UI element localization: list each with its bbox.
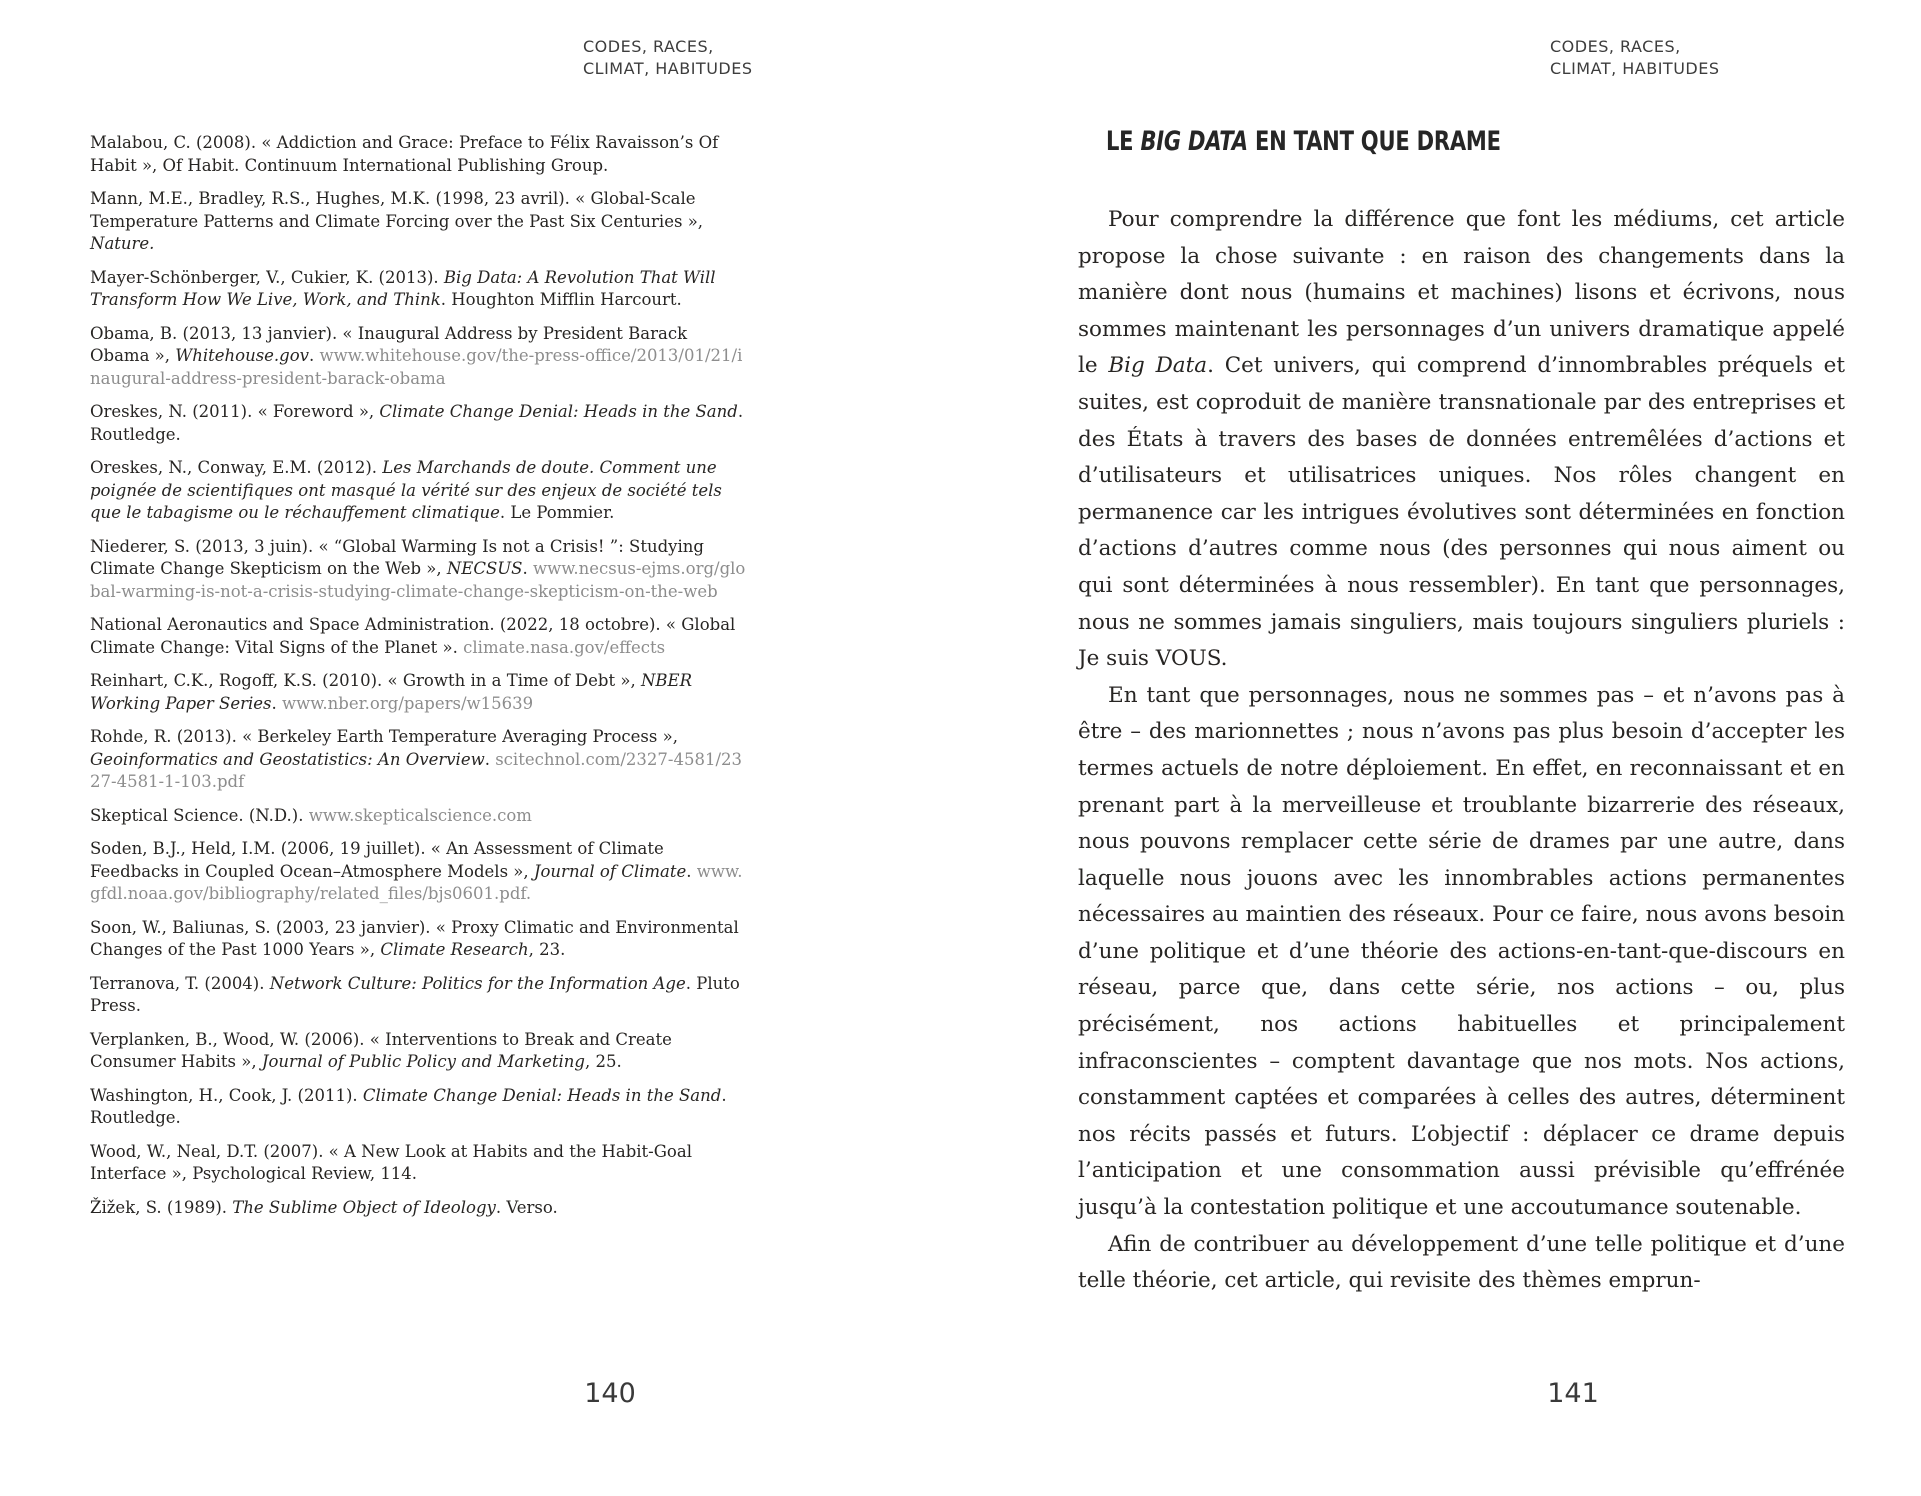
reference-entry	[90, 132, 750, 177]
article-body	[1078, 202, 1845, 1300]
reference-entry	[90, 1085, 750, 1130]
url-text: www.gfdl.noaa.gov/bibliography/related_files/bjs0601.pdf.	[90, 861, 743, 903]
url-text: www.skepticalscience.com	[308, 805, 532, 825]
page-number-left: 140	[584, 1378, 636, 1409]
text-segment: Afin de contribuer au développement d’une telle politique et d’une telle théorie, cet article, qui revisite des thèmes emprun-	[1078, 1231, 1845, 1294]
text-segment: . Pluto Press.	[90, 973, 740, 1015]
text-segment: EN TANT QUE DRAME	[1247, 126, 1501, 157]
reference-entry	[90, 323, 750, 391]
reference-entry	[90, 805, 750, 828]
text-segment: LE	[1106, 126, 1141, 157]
reference-entry	[90, 188, 750, 256]
text-segment: En tant que personnages, nous ne sommes pas – et n’avons pas à être – des marionnettes ; nous n’avons pas plus besoin d’accepter les termes actuels de notre déploiement. En effet, en reconnaissant et en prenant part à la merveilleuse et troublante bizarrerie des réseaux, nous pouvons remplacer cette série de drames par une autre, dans laquelle nous jouons avec les innombrables actions permanentes nécessaires au maintien des réseaux. Pour ce faire, nous avons besoin d’une politique et d’une théorie des actions-en-tant-que-discours en réseau, parce que, dans cette série, nos actions – ou, plus précisément, nos actions habituelles et principalement infraconscientes – comptent davantage que nos mots. Nos actions, constamment captées et comparées à celles des autres, déterminent nos récits passés et futurs. L’objectif : déplacer ce drame depuis l’anticipation et une consommation aussi prévisible qu’effrénée jusqu’à la contestation politique et une accoutumance soutenable.	[1078, 682, 1845, 1221]
url-text: climate.nasa.gov/effects	[463, 637, 666, 657]
section-title	[1106, 126, 1501, 157]
italic-text: NBER Working Paper Series	[90, 671, 692, 713]
url-text: www.nber.org/papers/w15639	[282, 693, 534, 713]
running-head-line: CODES, RACES,	[1550, 37, 1681, 56]
text-segment: Skeptical Science. (N.D.).	[90, 805, 309, 825]
text-segment: . Verso.	[495, 1197, 558, 1217]
text-segment: , 25.	[584, 1052, 622, 1071]
text-segment: , 23.	[528, 940, 566, 959]
italic-text: NECSUS	[446, 559, 523, 578]
text-segment: . Routledge.	[90, 402, 744, 444]
italic-text: Network Culture: Politics for the Information Age	[269, 973, 686, 993]
italic-text: Les Marchands de doute. Comment une poignée de scientifiques ont masqué la vérité sur des enjeux de société tels que le tabagisme ou le réchauffement climatique	[90, 458, 722, 522]
body-paragraph	[1078, 1227, 1845, 1300]
text-segment: .	[686, 861, 697, 881]
page-number-right: 141	[1547, 1378, 1599, 1409]
italic-text: Big Data: A Revolution That Will Transform How We Live, Work, and Think	[90, 267, 716, 309]
reference-entry	[90, 838, 750, 906]
italic-text: Climate Change Denial: Heads in the Sand	[379, 402, 738, 421]
text-segment: Reinhart, C.K., Rogoff, K.S. (2010). « Growth in a Time of Debt »,	[90, 671, 641, 690]
text-segment: Malabou, C. (2008). « Addiction and Grace: Preface to Félix Ravaisson’s Of Habit », Of Habit. Continuum International Publishing Group.	[90, 133, 719, 175]
reference-entry	[90, 614, 750, 659]
text-segment: . Routledge.	[90, 1085, 727, 1127]
reference-entry	[90, 670, 750, 715]
text-segment: .	[522, 559, 533, 578]
text-segment: Terranova, T. (2004).	[90, 973, 270, 993]
text-segment: .	[271, 693, 282, 713]
text-segment: Mann, M.E., Bradley, R.S., Hughes, M.K. (1998, 23 avril). « Global-Scale Temperature Patterns and Climate Forcing over the Past Six Centuries »,	[90, 189, 704, 231]
running-head-right	[1550, 36, 1720, 80]
body-paragraph	[1078, 202, 1845, 678]
italic-text: Journal of Public Policy and Marketing	[261, 1052, 585, 1071]
reference-entry	[90, 267, 750, 312]
reference-entry	[90, 917, 750, 962]
reference-entry	[90, 457, 750, 525]
text-segment: Obama, B. (2013, 13 janvier). « Inaugural Address by President Barack Obama »,	[90, 323, 688, 365]
url-text: www.necsus-ejms.org/global-warming-is-not-a-crisis-studying-climate-change-skepticism-on-the-web	[90, 559, 746, 601]
text-segment: .	[309, 346, 320, 365]
text-segment: . Cet univers, qui comprend d’innombrables préquels et suites, est coproduit de manière transnationale par des entreprises et des États à travers des bases de données entremêlées d’actions et d’utilisateurs et utilisatrices uniques. Nos rôles changent en permanence car les intrigues évolutives sont déterminées en fonction d’actions d’autres comme nous (des personnes qui nous aiment ou qui sont déterminées à nous ressembler). En tant que personnages, nous ne sommes jamais singuliers, mais toujours singuliers pluriels : Je suis VOUS.	[1078, 353, 1846, 672]
text-segment: Soden, B.J., Held, I.M. (2006, 19 juillet). « An Assessment of Climate Feedbacks in Coupled Ocean–Atmosphere Models »,	[90, 839, 664, 881]
italic-text: BIG DATA	[1140, 126, 1248, 157]
text-segment: . Houghton Mifflin Harcourt.	[440, 290, 682, 309]
italic-text: Geoinformatics and Geostatistics: An Overview	[90, 749, 485, 769]
italic-text: Big Data	[1108, 353, 1208, 379]
body-paragraph	[1078, 678, 1845, 1227]
url-text: scitechnol.com/2327-4581/2327-4581-1-103.pdf	[90, 749, 743, 791]
text-segment: Verplanken, B., Wood, W. (2006). « Interventions to Break and Create Consumer Habits »,	[90, 1029, 672, 1071]
running-head-line: CLIMAT, HABITUDES	[1550, 59, 1720, 78]
text-segment: Oreskes, N. (2011). « Foreword »,	[90, 402, 380, 421]
reference-entry	[90, 401, 750, 446]
reference-entry	[90, 1197, 750, 1220]
text-segment: Niederer, S. (2013, 3 juin). « “Global Warming Is not a Crisis! ”: Studying Climate Change Skepticism on the Web »,	[90, 536, 704, 578]
text-segment: Žižek, S. (1989).	[90, 1197, 233, 1217]
text-segment: .	[484, 749, 496, 769]
running-head-line: CODES, RACES,	[583, 37, 714, 56]
text-segment: Washington, H., Cook, J. (2011).	[90, 1085, 363, 1105]
text-segment: Wood, W., Neal, D.T. (2007). « A New Look at Habits and the Habit-Goal Interface », Psychological Review, 114.	[90, 1141, 692, 1183]
reference-entry	[90, 726, 750, 794]
running-head-line: CLIMAT, HABITUDES	[583, 59, 753, 78]
text-segment: Oreskes, N., Conway, E.M. (2012).	[90, 458, 383, 477]
text-segment: Pour comprendre la différence que font les médiums, cet article propose la chose suivante : en raison des changements dans la manière dont nous (humains et machines) lisons et écrivons, nous sommes maintenant les personnages d’un univers dramatique appelé le	[1078, 207, 1845, 379]
reference-entry	[90, 1029, 750, 1074]
italic-text: Climate Change Denial: Heads in the Sand	[362, 1085, 722, 1105]
reference-entry	[90, 973, 750, 1018]
italic-text: The Sublime Object of Ideology	[232, 1197, 496, 1217]
text-segment: . Le Pommier.	[499, 503, 615, 522]
url-text: www.whitehouse.gov/the-press-office/2013/01/21/inaugural-address-president-barack-obama	[90, 346, 743, 388]
italic-text: Journal of Climate	[533, 861, 687, 881]
italic-text: Whitehouse.gov	[175, 346, 309, 365]
reference-entry	[90, 1141, 750, 1186]
reference-entry	[90, 536, 750, 604]
text-segment: National Aeronautics and Space Administration. (2022, 18 octobre). « Global Climate Change: Vital Signs of the Planet ».	[90, 615, 736, 657]
italic-text: Climate Research	[380, 940, 529, 959]
text-segment: Soon, W., Baliunas, S. (2003, 23 janvier). « Proxy Climatic and Environmental Changes of the Past 1000 Years »,	[90, 917, 739, 959]
references-list	[90, 132, 750, 1230]
text-segment: Rohde, R. (2013). « Berkeley Earth Temperature Averaging Process »,	[90, 727, 678, 746]
text-segment: Mayer-Schönberger, V., Cukier, K. (2013).	[90, 267, 444, 287]
italic-text: Nature.	[90, 234, 155, 253]
running-head-left	[583, 36, 753, 80]
